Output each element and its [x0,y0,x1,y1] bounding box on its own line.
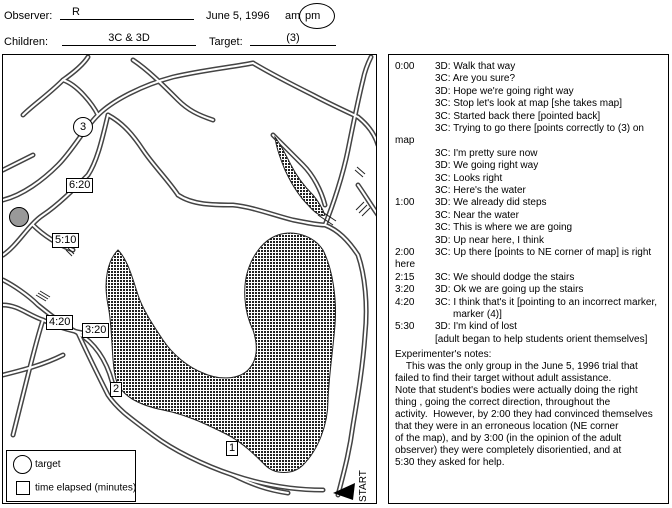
time-box-icon [16,481,30,495]
log-timestamp: here [395,259,416,271]
log-timestamp: 2:15 [395,271,415,283]
map-legend [6,450,136,502]
trail-map [3,55,377,504]
log-utterance: 3C: Near the water [435,209,519,221]
incorrect-marker [9,207,29,227]
log-utterance: 3C: Up there [points to NE corner of map] is right [435,247,652,258]
log-utterance: 3D: Up near here, I think [435,234,544,246]
log-utterance: 3D: We already did steps [435,197,547,209]
log-utterance: 3D: I'm kind of lost [435,321,517,333]
note-line: Note that student's bodies were actually doing the right [395,385,638,396]
log-utterance: 3C: We should dodge the stairs [435,271,575,283]
target-marker-3: 3 [73,117,93,137]
log-utterance: 3C: Stop let's look at map [she takes map] [435,98,623,110]
log-timestamp: map [395,135,415,147]
note-line: 5:30 they asked for help. [395,457,505,468]
target-field: (3) [250,32,336,46]
target-label: Target: [209,36,243,48]
time-marker-4-20: 4:20 [46,315,73,330]
log-utterance: 3D: Walk that way [435,61,516,72]
log-utterance: 3C: I think that's it [pointing to an incorrect marker, [435,296,658,308]
start-label: START [358,470,369,502]
observer-label: Observer: [4,10,53,22]
date-text: June 5, 1996 [206,10,270,22]
log-utterance: 3D: Hope we're going right way [435,85,574,97]
log-utterance: 3C: Started back there [pointed back] [435,110,601,122]
log-utterance: [adult began to help students orient themselves] [435,333,648,345]
pm-text: pm [305,10,321,22]
note-line: failed to find their target without adult assistance. [395,373,612,384]
start-arrow [333,483,355,500]
log-utterance: 3C: This is where we are going [435,222,573,234]
log-timestamp: 3:20 [395,284,415,296]
log-timestamp: 2:00 [395,247,415,258]
time-marker-5-10: 5:10 [52,233,79,248]
time-marker-6-20: 6:20 [66,178,93,193]
am-text: am [285,10,301,22]
lake [106,233,335,472]
stream [275,137,325,216]
log-timestamp: 4:20 [395,296,415,308]
note-line: thing , going the correct direction, throughout the [395,397,611,408]
map-panel [2,54,377,504]
log-utterance: 3C: Are you sure? [435,73,516,85]
legend-time-label: time elapsed (minutes) [35,482,137,494]
log-utterance: marker (4)] [453,309,502,320]
observer-field: R [60,6,194,20]
note-line: This was the only group in the June 5, 1996 trial that [395,361,638,372]
log-utterance: 3D: Ok we are going up the stairs [435,284,584,296]
log-utterance: 3C: I'm pretty sure now [435,147,538,159]
legend-time-row [13,481,136,495]
legend-target-label: target [35,459,61,471]
log-utterance: 3C: Looks right [435,172,503,184]
children-label: Children: [4,36,49,48]
children-field: 3C & 3D [62,32,196,46]
time-marker-2: 2 [110,382,122,397]
notes-title: Experimenter's notes: [395,349,492,360]
legend-target-row [13,455,61,474]
log-panel [388,54,669,504]
note-line: observer) they were completely disorientied, and at [395,445,622,456]
log-timestamp: 5:30 [395,321,415,333]
log-utterance: 3D: We going right way [435,160,539,172]
log-utterance: 3C: Trying to go there [points correctly to (3) on [435,123,644,134]
note-line: of the map), and by 3:00 (in the opinion of the adult [395,433,622,444]
time-marker-3-20: 3:20 [82,323,109,338]
log-timestamp: 0:00 [395,61,415,72]
note-line: that they were in an erroneous location (NE corner [395,421,619,432]
note-line: activity. However, by 2:00 they had convinced themselves [395,409,653,420]
log-utterance: 3C: Here's the water [435,185,526,196]
target-circle-icon [13,455,32,474]
log-timestamp: 1:00 [395,197,415,209]
time-marker-1: 1 [226,441,238,456]
